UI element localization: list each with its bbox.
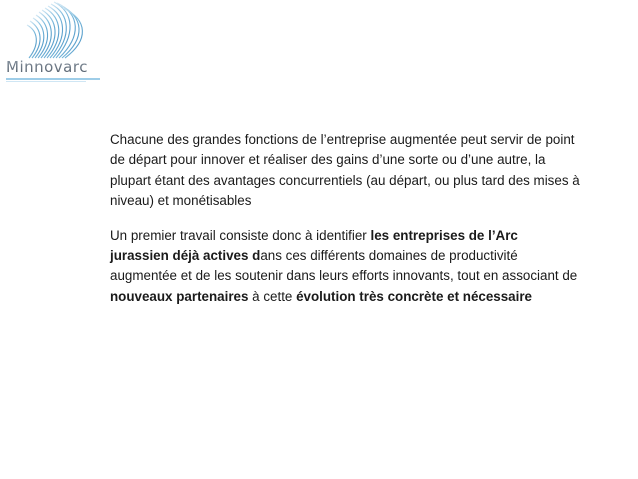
logo-wordmark: Minnovarc (6, 58, 88, 76)
paragraph-2 (110, 226, 580, 308)
text-segment: Un premier travail consiste donc à identifier (110, 227, 371, 243)
text-segment: ans ces différents domaines de productivité augmentée et de les soutenir dans leurs efforts innovants, tout en associant de (110, 248, 578, 284)
slide-body (110, 130, 580, 307)
bold-segment: évolution très concrète et nécessaire (296, 288, 533, 304)
minnovarc-logo (4, 0, 104, 92)
bold-segment: nouveaux partenaires (110, 288, 249, 304)
text-segment: à cette (248, 288, 297, 304)
bold-segment: les entreprises de l’Arc jurassien déjà actives d (110, 227, 518, 264)
paragraph-1 (110, 130, 580, 212)
text-segment: Chacune des grandes fonctions de l’entreprise augmentée peut servir de point de départ pour innover et réaliser des gains d’une sorte ou d’une autre, la plupart étant des avantages concurrentiels (au départ, ou plus tard des mises à niveau) et monétisables (110, 132, 580, 209)
wave-swirl-logo-icon (4, 0, 104, 92)
